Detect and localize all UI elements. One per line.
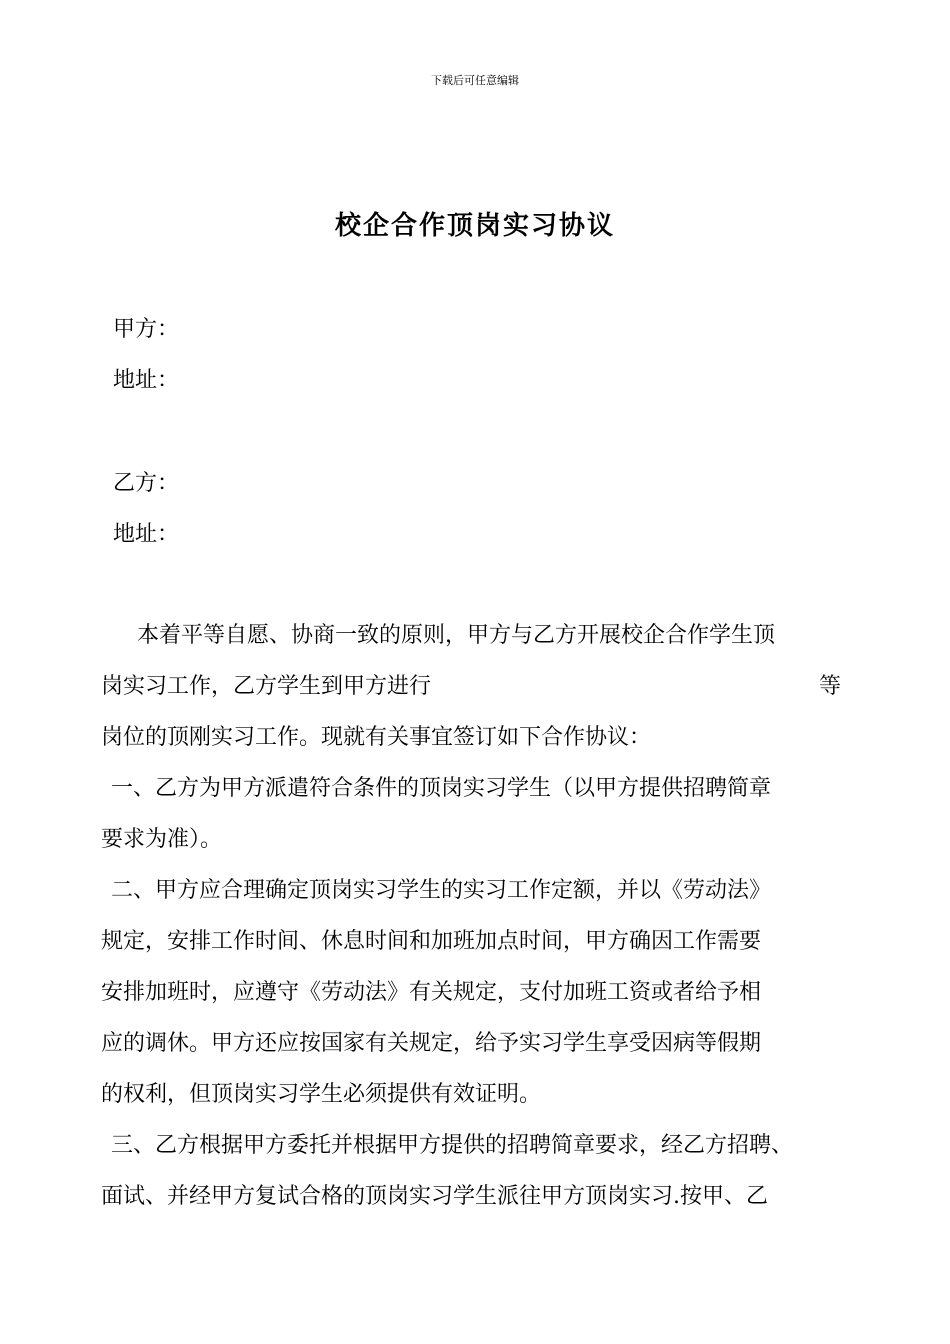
- paragraph-line: 岗位的顶刚实习工作。现就有关事宜签订如下合作协议：: [101, 725, 652, 750]
- paragraph-line-left: 岗实习工作，乙方学生到甲方进行: [101, 674, 432, 699]
- clause-2-line: 二、甲方应合理确定顶岗实习学生的实习工作定额，并以《劳动法》: [111, 878, 772, 903]
- paragraph-line: 本着平等自愿、协商一致的原则，甲方与乙方开展校企合作学生顶: [137, 623, 776, 648]
- clause-3-line: 三、乙方根据甲方委托并根据甲方提供的招聘简章要求，经乙方招聘、: [111, 1133, 794, 1158]
- document-title: 校企合作顶岗实习协议: [334, 211, 615, 241]
- party-b-label: 乙方：: [113, 471, 180, 496]
- clause-3-line: 面试、并经甲方复试合格的顶岗实习学生派往甲方顶岗实习.按甲、乙: [101, 1184, 768, 1209]
- clause-2-line: 安排加班时，应遵守《劳动法》有关规定，支付加班工资或者给予相: [101, 980, 762, 1005]
- paragraph-line-right: 等: [818, 674, 841, 699]
- party-b-address-label: 地址：: [113, 522, 180, 547]
- page-header-note: 下载后可任意编辑: [431, 74, 519, 87]
- clause-2-line: 规定，安排工作时间、休息时间和加班加点时间，甲方确因工作需要: [101, 929, 762, 954]
- party-a-address-label: 地址：: [113, 368, 180, 393]
- clause-2-line: 应的调休。甲方还应按国家有关规定，给予实习学生享受因病等假期: [101, 1031, 762, 1056]
- clause-1-line: 要求为准）。: [101, 827, 223, 852]
- party-a-label: 甲方：: [113, 317, 180, 342]
- clause-1-line: 一、乙方为甲方派遣符合条件的顶岗实习学生（以甲方提供招聘简章: [111, 776, 772, 801]
- paragraph-line-split: [101, 672, 841, 702]
- clause-2-line: 的权利，但顶岗实习学生必须提供有效证明。: [101, 1082, 542, 1107]
